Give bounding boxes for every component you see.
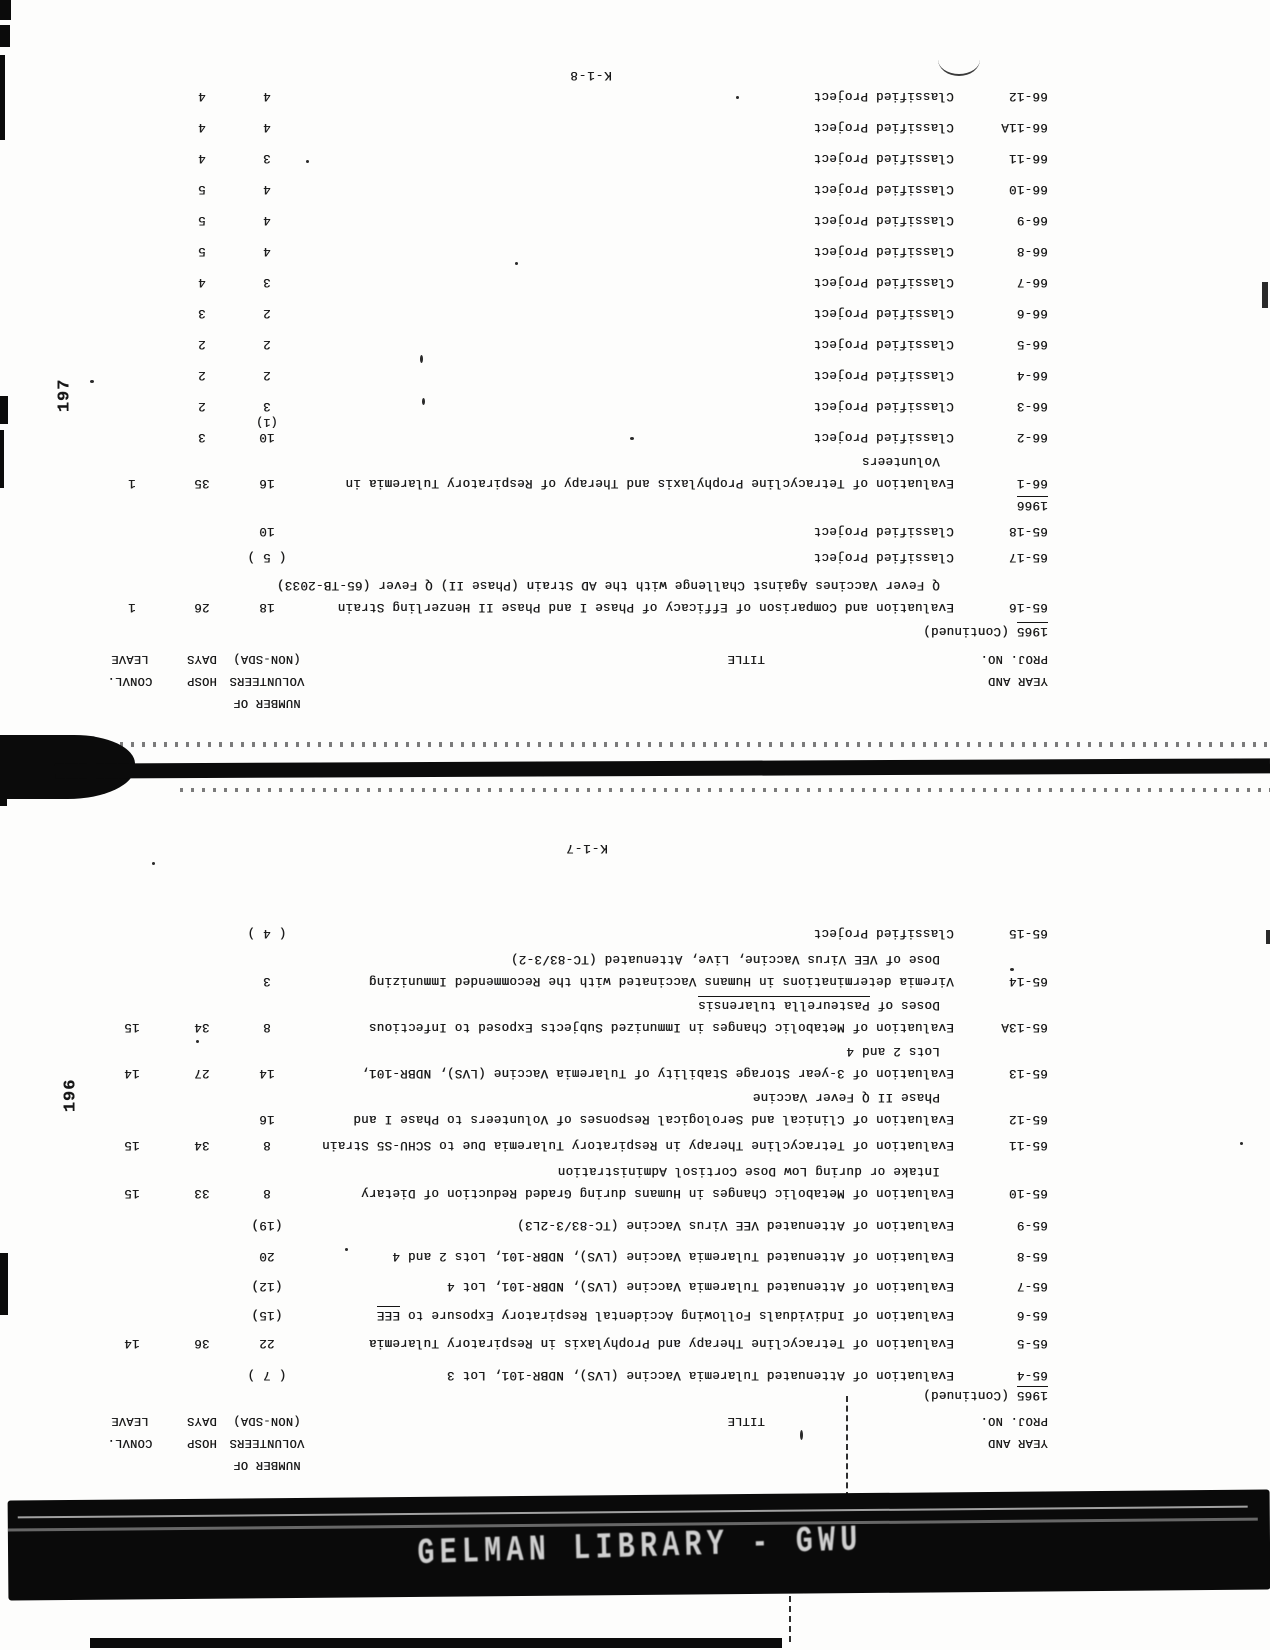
- project-number: 66-1: [1016, 476, 1048, 490]
- hosp-days-count: 4: [198, 89, 206, 103]
- project-number: 65-8: [1016, 1249, 1048, 1263]
- header-leave: LEAVE: [111, 652, 149, 666]
- hosp-days-count: 5: [198, 213, 206, 227]
- header-volunteers: VOLUNTEERS: [229, 674, 305, 688]
- scan-edge-mark: [0, 430, 4, 488]
- hosp-days-count: 35: [194, 476, 210, 490]
- project-number: 65-13: [1008, 1066, 1048, 1080]
- hosp-days-count: 2: [198, 368, 206, 382]
- volunteers-count: 8: [263, 1020, 271, 1034]
- project-title-line: Phase II Q Fever Vaccine: [752, 1090, 940, 1104]
- scan-dot: [515, 262, 518, 265]
- project-title-line: Evaluation of Tetracycline Therapy and Prophylaxis in Respiratory Tularemia: [368, 1336, 954, 1350]
- project-title-line: Evaluation of Metabolic Changes in Humans during Graded Reduction of Dietary: [361, 1186, 954, 1200]
- project-number: 65-9: [1016, 1218, 1048, 1232]
- volunteers-count: 10: [259, 524, 275, 538]
- project-title-line: Evaluation of Attenuated Tularemia Vaccine (LVS), NDBR-101, Lot 4: [446, 1279, 954, 1293]
- hosp-days-count: 36: [194, 1336, 210, 1350]
- header-non-sda: (NON-SDA): [233, 652, 301, 666]
- volunteers-count: 4: [263, 89, 271, 103]
- banner-streak: [18, 1506, 1248, 1519]
- project-number: 66-6: [1016, 306, 1048, 320]
- scan-edge-mark: [0, 1253, 8, 1315]
- project-number: 66-5: [1016, 337, 1048, 351]
- project-number: 65-7: [1016, 1279, 1048, 1293]
- volunteers-count: 2: [263, 337, 271, 351]
- header-year-and: YEAR AND: [987, 674, 1048, 688]
- volunteers-count: 4: [263, 213, 271, 227]
- scan-dot: [736, 96, 739, 99]
- year-section-label: 1965 (Continued): [923, 1388, 1048, 1402]
- project-number: 65-18: [1008, 524, 1048, 538]
- project-title-line: Evaluation of Tetracycline Therapy in Respiratory Tularemia Due to SCHU-S5 Strain: [322, 1138, 954, 1152]
- project-title-line: Viremia determinations in Humans Vaccinated with the Recommended Immunizing: [368, 974, 954, 988]
- volunteers-count: 10: [259, 430, 275, 444]
- underlined-term: Pasteurella tularensis: [698, 998, 870, 1012]
- project-title-line: Classified Project: [813, 213, 954, 227]
- header-number-of: NUMBER OF: [233, 696, 301, 710]
- project-title-line: Classified Project: [813, 151, 954, 165]
- fold-dash-line: [846, 1396, 848, 1498]
- project-title-line: Evaluation of Tetracycline Prophylaxis and Therapy of Respiratory Tularemia in: [345, 476, 954, 490]
- volunteers-count: 4: [263, 182, 271, 196]
- project-title-line: Lots 2 and 4: [846, 1044, 940, 1058]
- project-title-line: Classified Project: [813, 337, 954, 351]
- project-number: 66-8: [1016, 244, 1048, 258]
- project-number: 66-11: [1008, 151, 1048, 165]
- project-number: 65-13A: [1001, 1020, 1048, 1034]
- volunteers-note: (1): [256, 415, 278, 428]
- project-title-line: Classified Project: [813, 244, 954, 258]
- scan-dot: [422, 398, 425, 405]
- project-number: 65-15: [1008, 926, 1048, 940]
- scan-edge-mark: [0, 396, 8, 424]
- project-title-line: Classified Project: [813, 430, 954, 444]
- year-underlined: 1965: [1016, 624, 1048, 638]
- header-leave: LEAVE: [111, 1414, 149, 1428]
- project-title-line: Classified Project: [813, 926, 954, 940]
- header-title: TITLE: [727, 652, 765, 666]
- underlined-term: EEE: [376, 1308, 401, 1322]
- project-title-line: Classified Project: [813, 368, 954, 382]
- scan-dot: [1262, 282, 1268, 308]
- scan-dot: [630, 437, 634, 440]
- hosp-days-count: 2: [198, 337, 206, 351]
- project-title-line: Classified Project: [813, 550, 954, 564]
- header-convl: CONVL.: [107, 1436, 153, 1450]
- project-number: 65-5: [1016, 1336, 1048, 1350]
- volunteers-count: ( 5 ): [247, 550, 287, 564]
- year-underlined: 1966: [1016, 498, 1048, 512]
- scan-dot: [152, 862, 155, 865]
- convl-leave-count: 1: [128, 476, 136, 490]
- project-title-line: Dose of VEE Virus Vaccine, Live, Attenuated (TC-83/3-2): [510, 952, 940, 966]
- convl-leave-count: 1: [128, 600, 136, 614]
- project-title-line: Evaluation of Clinical and Serological Responses of Volunteers to Phase I and: [353, 1112, 954, 1126]
- header-days: DAYS: [186, 1414, 218, 1428]
- page-footer-label: K-1-7: [565, 841, 608, 855]
- convl-leave-count: 15: [124, 1020, 140, 1034]
- volunteers-count: 2: [263, 368, 271, 382]
- volunteers-count: 22: [259, 1336, 275, 1350]
- project-number: 66-4: [1016, 368, 1048, 382]
- scan-dot: [345, 1248, 348, 1251]
- project-number: 65-6: [1016, 1308, 1048, 1322]
- project-title-line: Evaluation of Metabolic Changes in Immunized Subjects Exposed to Infectious: [368, 1020, 954, 1034]
- library-stamp-banner: [8, 1489, 1270, 1600]
- project-number: 66-2: [1016, 430, 1048, 444]
- volunteers-count: 8: [263, 1138, 271, 1152]
- header-convl: CONVL.: [107, 674, 153, 688]
- scan-dot: [196, 1040, 199, 1043]
- header-year-and: YEAR AND: [987, 1436, 1048, 1450]
- header-volunteers: VOLUNTEERS: [229, 1436, 305, 1450]
- hosp-days-count: 4: [198, 120, 206, 134]
- scan-dot: [306, 160, 309, 163]
- volunteers-count: 18: [259, 600, 275, 614]
- hosp-days-count: 26: [194, 600, 210, 614]
- volunteers-count: 4: [263, 120, 271, 134]
- project-title-line: Classified Project: [813, 182, 954, 196]
- volunteers-count: 8: [263, 1186, 271, 1200]
- volunteers-count: (19): [251, 1218, 283, 1232]
- convl-leave-count: 14: [124, 1336, 140, 1350]
- project-number: 66-12: [1008, 89, 1048, 103]
- scan-dot: [420, 355, 423, 363]
- scan-bottom-bar: [90, 1638, 782, 1648]
- project-number: 65-11: [1008, 1138, 1048, 1152]
- volunteers-count: 14: [259, 1066, 275, 1080]
- project-title-line: Evaluation of Attenuated Tularemia Vaccine (LVS), NDBR-101, Lots 2 and 4: [392, 1249, 954, 1263]
- scan-dot: [800, 1430, 803, 1440]
- header-title: TITLE: [727, 1414, 765, 1428]
- scan-edge-mark: [0, 25, 10, 47]
- project-number: 66-10: [1008, 182, 1048, 196]
- hosp-days-count: 33: [194, 1186, 210, 1200]
- project-title-line: Q Fever Vaccines Against Challenge with the AD Strain (Phase II) Q Fever (65-TB-2033): [276, 578, 940, 592]
- project-title-line: Evaluation and Comparison of Efficacy of Phase I and Phase II Henzerling Strain: [337, 600, 954, 614]
- header-number-of: NUMBER OF: [233, 1458, 301, 1472]
- library-stamp-text: GELMAN LIBRARY - GWU: [417, 1520, 864, 1576]
- volunteers-count: 3: [263, 399, 271, 413]
- project-number: 65-4: [1016, 1368, 1048, 1382]
- volunteers-count: 20: [259, 1249, 275, 1263]
- project-number: 65-14: [1008, 974, 1048, 988]
- project-number: 66-11A: [1001, 120, 1048, 134]
- header-non-sda: (NON-SDA): [233, 1414, 301, 1428]
- header-hosp: HOSP: [186, 1436, 218, 1450]
- volunteers-count: ( 7 ): [247, 1368, 287, 1382]
- project-title-line: Classified Project: [813, 120, 954, 134]
- hosp-days-count: 3: [198, 430, 206, 444]
- project-title-line: Classified Project: [813, 524, 954, 538]
- volunteers-count: 3: [263, 151, 271, 165]
- page-number: 197: [55, 378, 75, 413]
- hosp-days-count: 5: [198, 182, 206, 196]
- convl-leave-count: 15: [124, 1138, 140, 1152]
- volunteers-count: 3: [263, 275, 271, 289]
- project-title-line: Evaluation of Attenuated VEE Virus Vaccine (TC-83/3-2L3): [517, 1218, 954, 1232]
- year-section-label: [1017, 498, 1048, 512]
- page-number: 196: [61, 1078, 81, 1113]
- project-title-line: Classified Project: [813, 399, 954, 413]
- header-hosp: HOSP: [186, 674, 218, 688]
- project-title-line: Volunteers: [861, 454, 940, 468]
- scan-dot: [1010, 968, 1014, 971]
- scan-speckle-band: [120, 742, 1270, 747]
- scan-dot: [1240, 1142, 1243, 1145]
- header-days: DAYS: [186, 652, 218, 666]
- project-title-line: Intake or during Low Dose Cortisol Administration: [557, 1164, 940, 1178]
- volunteers-count: ( 4 ): [247, 926, 287, 940]
- scanned-page-197: [0, 0, 1270, 760]
- scan-dot: [90, 380, 94, 383]
- project-number: 66-7: [1016, 275, 1048, 289]
- scan-speckle-band: [180, 788, 1270, 792]
- project-title-line: Classified Project: [813, 89, 954, 103]
- project-title-line: Evaluation of Individuals Following Accidental Respiratory Exposure to EEE: [376, 1308, 954, 1322]
- year-underlined: 1965: [1016, 1388, 1048, 1402]
- hosp-days-count: 5: [198, 244, 206, 258]
- volunteers-count: (12): [251, 1279, 283, 1293]
- project-title-line: Evaluation of Attenuated Tularemia Vaccine (LVS), NDBR-101, Lot 3: [446, 1368, 954, 1382]
- scan-edge-mark: [0, 0, 11, 20]
- scan-edge-mark: [0, 55, 5, 140]
- page-footer-label: K-1-8: [569, 68, 612, 82]
- convl-leave-count: 15: [124, 1186, 140, 1200]
- hosp-days-count: 34: [194, 1020, 210, 1034]
- project-number: 65-12: [1008, 1112, 1048, 1126]
- hosp-days-count: 2: [198, 399, 206, 413]
- project-title-line: Classified Project: [813, 306, 954, 320]
- convl-leave-count: 14: [124, 1066, 140, 1080]
- project-number: 65-17: [1008, 550, 1048, 564]
- project-number: 65-16: [1008, 600, 1048, 614]
- header-proj-no: PROJ. NO.: [980, 1414, 1048, 1428]
- hosp-days-count: 3: [198, 306, 206, 320]
- fold-dash-line: [789, 1596, 791, 1642]
- volunteers-count: 16: [259, 476, 275, 490]
- project-number: 66-9: [1016, 213, 1048, 227]
- header-proj-no: PROJ. NO.: [980, 652, 1048, 666]
- project-number: 65-10: [1008, 1186, 1048, 1200]
- hosp-days-count: 27: [194, 1066, 210, 1080]
- hosp-days-count: 34: [194, 1138, 210, 1152]
- volunteers-count: 4: [263, 244, 271, 258]
- project-title-line: Doses of Pasteurella tularensis: [698, 998, 940, 1012]
- volunteers-count: (15): [251, 1308, 283, 1322]
- volunteers-count: 2: [263, 306, 271, 320]
- project-title-line: Evaluation of 3-year Storage Stability of Tularemia Vaccine (LVS), NDBR-101,: [361, 1066, 954, 1080]
- year-section-label: 1965 (Continued): [923, 624, 1048, 638]
- volunteers-count: 16: [259, 1112, 275, 1126]
- project-title-line: Classified Project: [813, 275, 954, 289]
- hosp-days-count: 4: [198, 151, 206, 165]
- volunteers-count: 3: [263, 974, 271, 988]
- hosp-days-count: 4: [198, 275, 206, 289]
- scan-dot: [1266, 930, 1270, 944]
- project-number: 66-3: [1016, 399, 1048, 413]
